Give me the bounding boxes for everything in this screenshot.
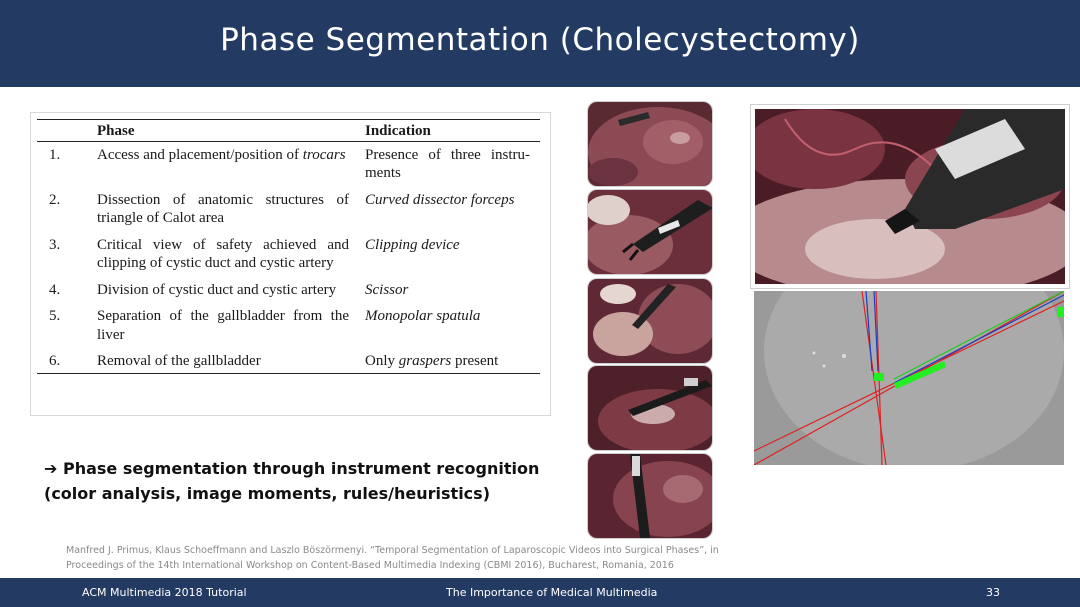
row-number: 2. xyxy=(49,191,61,208)
row-indication xyxy=(365,187,540,232)
row-indication-post: present xyxy=(451,353,499,369)
surgery-image xyxy=(755,109,1065,284)
row-indication xyxy=(365,348,540,373)
row-indication-italic: Curved dissector forceps xyxy=(365,191,515,208)
arrow-icon: ➔ xyxy=(44,459,58,478)
summary-line-1-text: Phase segmentation through instrument recognition xyxy=(62,459,540,478)
row-number: 3. xyxy=(49,236,61,253)
table-row xyxy=(37,277,540,304)
surgery-thumbnail-5 xyxy=(587,453,713,539)
row-indication-italic: Monopolar spatula xyxy=(365,308,481,324)
row-indication-italic: Clipping device xyxy=(365,236,460,253)
row-indication-italic: Scissor xyxy=(365,281,409,298)
surgery-thumbnail-4 xyxy=(587,365,713,451)
table-row xyxy=(37,232,540,277)
row-indication: Presence of three instru-ments xyxy=(365,146,530,181)
surgery-thumbnail-2 xyxy=(587,189,713,275)
instrument-detection-frame xyxy=(754,291,1064,465)
footer-left-text: ACM Multimedia 2018 Tutorial xyxy=(82,586,247,599)
header-indication: Indication xyxy=(365,120,540,142)
footer-bar xyxy=(0,578,1080,607)
surgery-frame-original xyxy=(750,104,1070,289)
row-phase xyxy=(97,141,365,187)
row-number: 1. xyxy=(49,146,61,163)
table-row xyxy=(37,141,540,187)
table-header-row xyxy=(37,120,540,142)
row-phase: Critical view of safety achieved and clipping of cystic duct and cystic artery xyxy=(97,236,349,271)
surgery-image xyxy=(588,190,712,274)
row-indication xyxy=(365,232,540,277)
surgery-image xyxy=(588,102,712,186)
header-number xyxy=(37,120,97,142)
title-bar xyxy=(0,0,1080,87)
summary-text xyxy=(44,456,539,506)
table-row xyxy=(37,187,540,232)
row-phase-italic: trocars xyxy=(302,146,346,163)
slide-title: Phase Segmentation (Cholecystectomy) xyxy=(220,22,860,58)
row-phase: Dissection of anatomic structures of triangle of Calot area xyxy=(97,191,349,226)
row-phase: Separation of the gallbladder from the liver xyxy=(97,308,349,343)
citation xyxy=(66,543,719,573)
row-number: 5. xyxy=(49,308,61,324)
row-phase: Division of cystic duct and cystic artery xyxy=(97,281,337,298)
header-phase: Phase xyxy=(97,120,365,142)
surgery-image xyxy=(588,454,712,538)
summary-line-2: (color analysis, image moments, rules/heuristics) xyxy=(44,484,490,503)
row-indication-pre: Only xyxy=(365,353,399,369)
surgery-thumbnail-3 xyxy=(587,278,713,364)
footer-center-text: The Importance of Medical Multimedia xyxy=(446,586,658,599)
summary-line-1 xyxy=(44,456,539,481)
row-indication-italic: graspers xyxy=(398,353,452,369)
detection-image xyxy=(754,291,1064,465)
table-row xyxy=(37,303,540,348)
page-number: 33 xyxy=(986,586,1000,599)
row-phase: Removal of the gallbladder xyxy=(97,348,365,373)
citation-line-1: Manfred J. Primus, Klaus Schoeffmann and Laszlo Böszörmenyi. “Temporal Segmentation of Laparoscopic Videos into Surgical Phases”, in xyxy=(66,545,719,556)
surgery-image xyxy=(588,279,712,363)
citation-line-2: Proceedings of the 14th International Workshop on Content-Based Multimedia Indexing (CBMI 2016), Bucharest, Romania, 2016 xyxy=(66,560,674,571)
phase-table xyxy=(37,119,540,374)
surgery-thumbnail-1 xyxy=(587,101,713,187)
row-number: 4. xyxy=(49,281,61,298)
row-number: 6. xyxy=(37,348,97,373)
phase-table-panel xyxy=(30,112,551,416)
surgery-image xyxy=(588,366,712,450)
row-indication xyxy=(365,277,540,304)
row-indication xyxy=(365,303,540,348)
table-row xyxy=(37,348,540,373)
row-phase-text: Access and placement/position of xyxy=(97,146,300,163)
